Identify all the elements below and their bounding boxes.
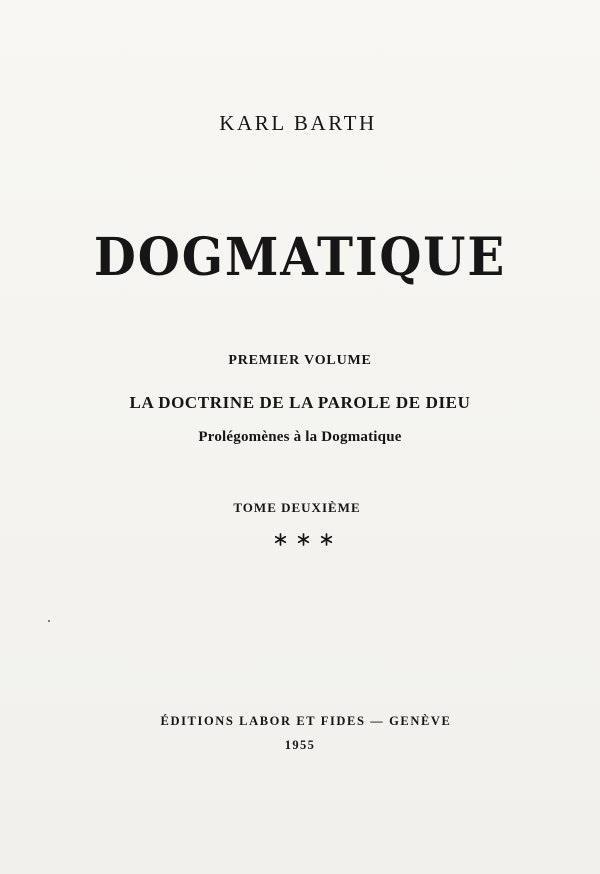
volume-label: PREMIER VOLUME <box>228 353 372 368</box>
asterisk-icon <box>297 533 310 546</box>
publisher-line: ÉDITIONS LABOR ET FIDES — GENÈVE <box>160 714 452 728</box>
publication-year: 1955 <box>284 738 316 752</box>
paper-speck <box>48 620 50 622</box>
asterisk-icon <box>274 533 287 546</box>
tome-label: TOME DEUXIÈME <box>233 500 361 515</box>
subtitle: Prolégomènes à la Dogmatique <box>198 429 402 445</box>
asterisk-icon <box>320 533 333 546</box>
author-name: KARL BARTH <box>219 111 377 135</box>
doctrine-heading: LA DOCTRINE DE LA PAROLE DE DIEU <box>129 393 471 412</box>
asterisk-ornament <box>3 533 600 546</box>
book-title: DOGMATIQUE <box>93 227 507 288</box>
